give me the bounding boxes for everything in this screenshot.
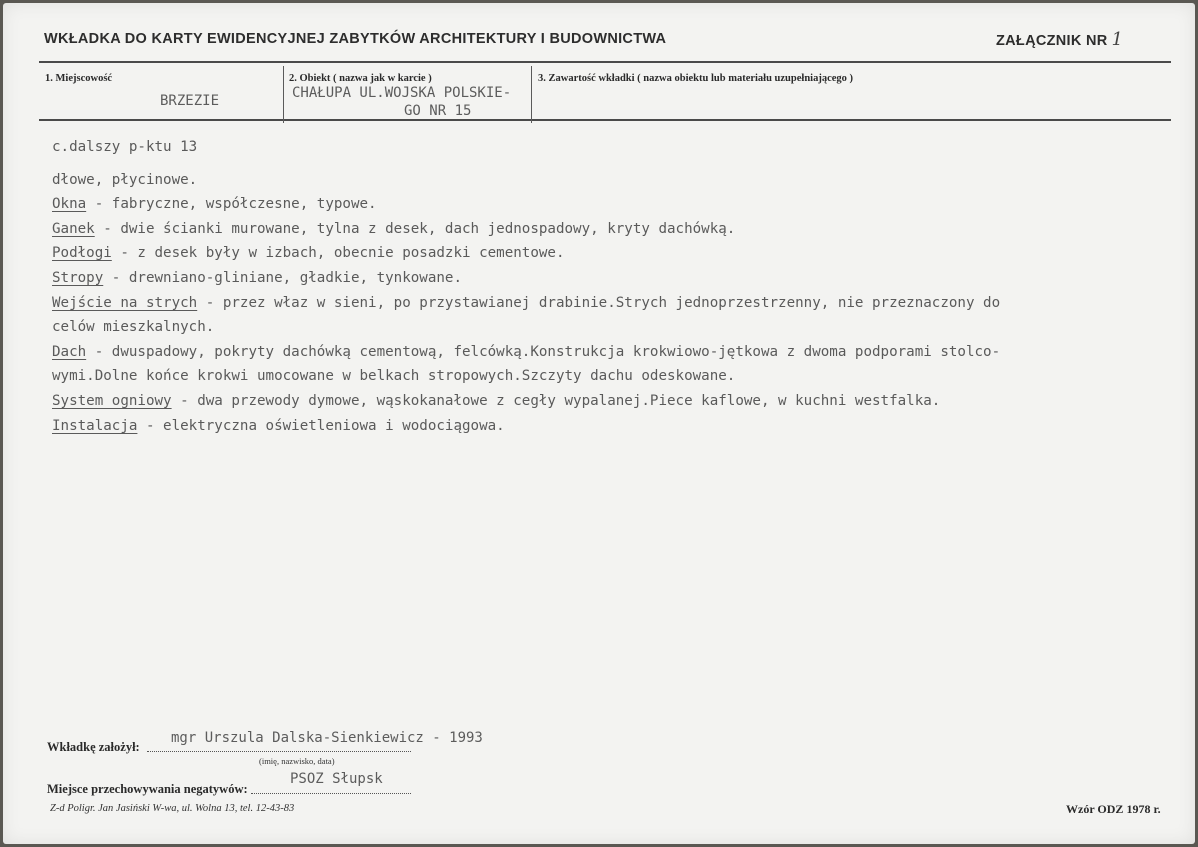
header-rule-bottom	[39, 119, 1171, 121]
field-divider-1	[283, 66, 284, 123]
location-value: BRZEZIE	[160, 93, 220, 109]
section-heading-dach: Dach	[52, 343, 87, 360]
object-label: 2. Obiekt ( nazwa jak w karcie )	[289, 73, 432, 84]
header-rule-top	[39, 61, 1171, 63]
record-card	[3, 3, 1195, 844]
description-line-dach: Dach - dwuspadowy, pokryty dachówką cementową, felcówką.Konstrukcja krokwiowo-jętkowa z dwoma podporami stolco-	[52, 343, 1001, 360]
author-caption: (imię, nazwisko, data)	[259, 756, 335, 766]
negatives-label: Miejsce przechowywania negatywów:	[47, 782, 248, 796]
attachment-label: ZAŁĄCZNIK NR	[996, 33, 1108, 49]
description-line-ganek: Ganek - dwie ścianki murowane, tylna z desek, dach jednospadowy, kryty dachówką.	[52, 220, 736, 237]
form-number: Wzór ODZ 1978 r.	[1066, 802, 1161, 816]
description-line-wejscie: Wejście na strych - przez właz w sieni, po przystawianej drabinie.Strych jednoprzestrzenny, nie przeznaczony do	[52, 294, 1001, 311]
section-heading-ganek: Ganek	[52, 220, 95, 237]
contents-label: 3. Zawartość wkładki ( nazwa obiektu lub materiału uzupełniającego )	[538, 73, 854, 84]
description-line-okna: Okna - fabryczne, współczesne, typowe.	[52, 196, 377, 213]
object-value-line2: GO NR 15	[404, 103, 472, 119]
document-title: WKŁADKA DO KARTY EWIDENCYJNEJ ZABYTKÓW ARCHITEKTURY I BUDOWNICTWA	[44, 31, 667, 47]
description-text	[52, 135, 1182, 438]
location-label: 1. Miejscowość	[45, 73, 113, 84]
object-value-line1: CHAŁUPA UL.WOJSKA POLSKIE-	[292, 85, 512, 101]
section-heading-podlogi: Podłogi	[52, 245, 112, 262]
description-line-podlogi: Podłogi - z desek były w izbach, obecnie posadzki cementowe.	[52, 245, 565, 262]
attachment-number	[996, 29, 1123, 50]
section-heading-wejscie: Wejście na strych	[52, 294, 198, 311]
author-label: Wkładkę założył:	[47, 740, 140, 754]
author-value: mgr Urszula Dalska-Sienkiewicz - 1993	[171, 730, 483, 746]
author-dotted-line	[147, 751, 411, 752]
field-divider-2	[531, 66, 532, 123]
description-line-instalacja: Instalacja - elektryczna oświetleniowa i wodociągowa.	[52, 417, 505, 434]
negatives-value: PSOZ Słupsk	[290, 771, 383, 787]
negatives-dotted-line	[251, 793, 411, 794]
description-line-system-ogniowy: System ogniowy - dwa przewody dymowe, wąskokanałowe z cegły wypalanej.Piece kaflowe, w kuchni westfalka.	[52, 392, 941, 409]
section-heading-okna: Okna	[52, 196, 87, 213]
section-heading-instalacja: Instalacja	[52, 417, 138, 434]
description-line: celów mieszkalnych.	[52, 319, 215, 336]
attachment-number-value: 1	[1111, 29, 1124, 50]
description-line-stropy: Stropy - drewniano-gliniane, gładkie, tynkowane.	[52, 269, 462, 286]
continuation-note: c.dalszy p-ktu 13	[52, 139, 198, 155]
description-line: dłowe, płycinowe.	[52, 171, 198, 188]
section-heading-stropy: Stropy	[52, 269, 104, 286]
printer-imprint: Z-d Poligr. Jan Jasiński W-wa, ul. Wolna 13, tel. 12-43-83	[50, 803, 295, 814]
section-heading-system-ogniowy: System ogniowy	[52, 392, 172, 409]
description-line: wymi.Dolne końce krokwi umocowane w belkach stropowych.Szczyty dachu odeskowane.	[52, 368, 736, 385]
